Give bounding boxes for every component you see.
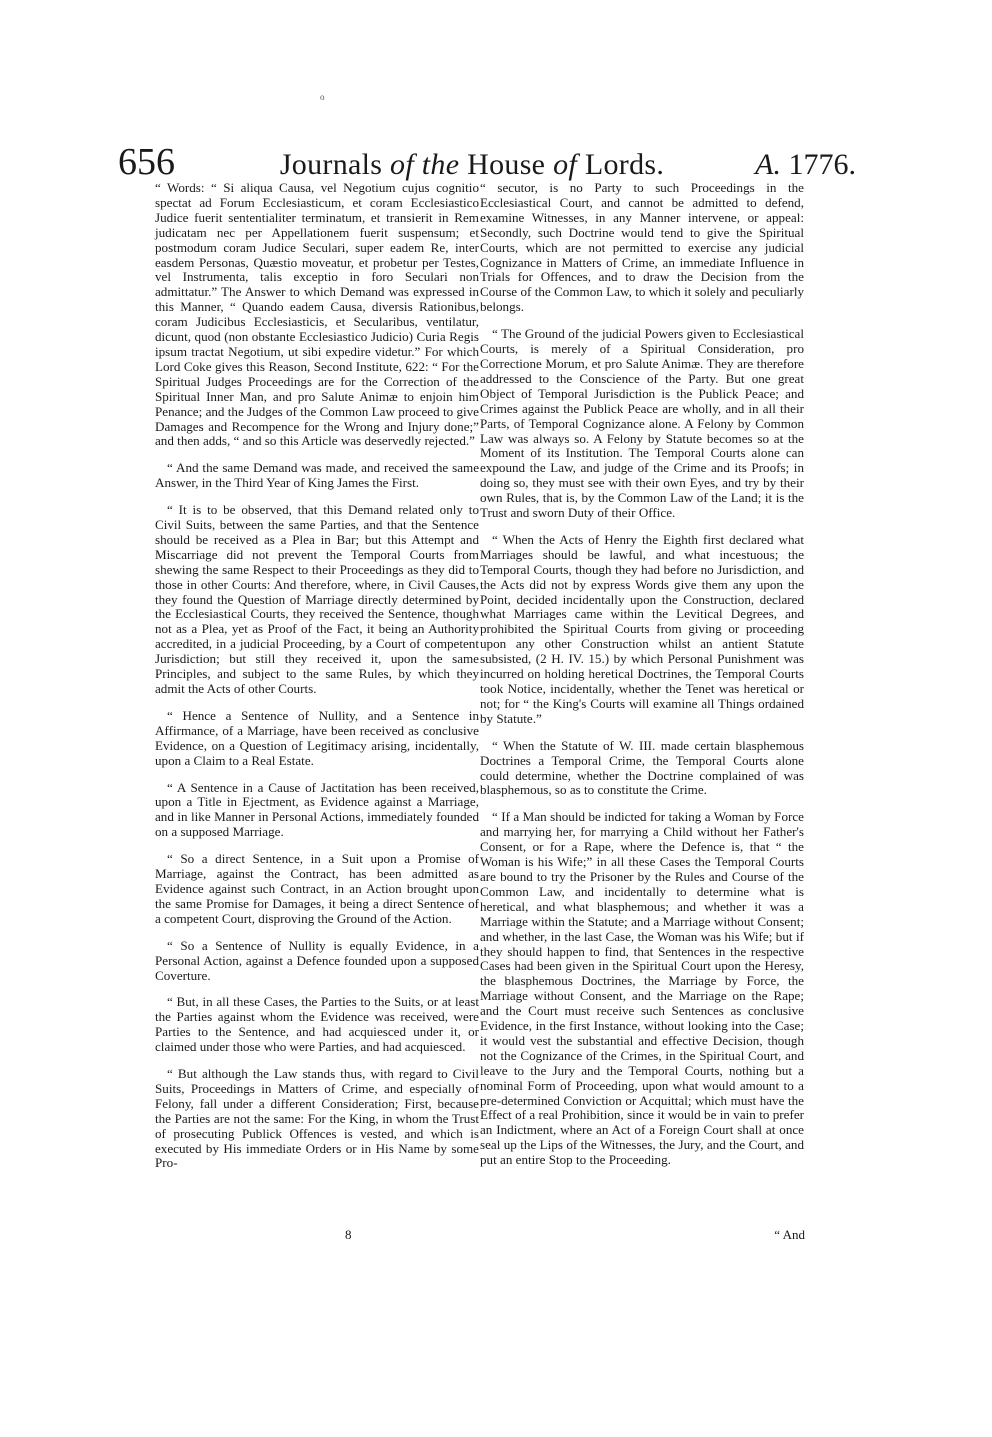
- year-prefix: A.: [755, 148, 781, 181]
- signature-mark: 8: [345, 1227, 352, 1242]
- running-title-of-the: of the: [390, 148, 460, 181]
- paragraph: “ A Sentence in a Cause of Jactitation has been received, upon a Title in Ejectment, as Evidence against a Marriage, and in like Manner in Personal Actions, immediately founded on a supposed Marriage.: [155, 779, 479, 840]
- paragraph: “ So a Sentence of Nullity is equally Evidence, in a Personal Action, against a Defence founded upon a supposed Coverture.: [155, 937, 479, 983]
- page-header: [118, 140, 856, 183]
- right-column: [480, 181, 804, 1180]
- year-heading: [706, 148, 856, 182]
- paragraph: “ Hence a Sentence of Nullity, and a Sentence in Affirmance, of a Marriage, have been received as conclusive Evidence, on a Question of Legitimacy arising, incidentally, upon a Claim to a Real Estate.: [155, 707, 479, 768]
- page-footer: [155, 1227, 805, 1247]
- running-title: [238, 148, 706, 182]
- running-title-house: House: [467, 148, 546, 181]
- paragraph: “ When the Acts of Henry the Eighth first declared what Marriages should be lawful, and what incestuous; the Temporal Courts, though they had before no Jurisdiction, and the Acts did not by express Words give them any upon the Point, decided incidentally upon the Construction, declared what Marriages came within the Levitical Degrees, and prohibited the Spiritual Courts from giving or proceeding upon any other Construction whilst an antient Statute subsisted, (2 H. IV. 15.) by which Personal Punishment was incurred on holding heretical Doctrines, the Temporal Courts took Notice, incidentally, whether the Tenet was heretical or not; for “ the King's Courts will examine all Things ordained by Statute.”: [480, 531, 804, 726]
- paragraph: “ Words: “ Si aliqua Causa, vel Negotium cujus cognitio spectat ad Forum Ecclesiasticum, et coram Ecclesiastico Judice fuerit sententialiter terminatum, et transierit in Rem judicatam nec per Appellationem fuerit suspensum; et postmodum coram Judice Seculari, super eadem Re, inter easdem Personas, Quæstio moveatur, et probetur per Testes, vel Instrumenta, talis exceptio in foro Seculari non admittatur.” The Answer to which Demand was expressed in this Manner, “ Quando eadem Causa, diversis Rationibus, coram Judicibus Ecclesiasticis, et Secularibus, ventilatur, dicunt, quod (non obstante Ecclesiastico Judicio) Curia Regis ipsum tractat Negotium, ut sibi expedire videtur.” For which Lord Coke gives this Reason, Second Institute, 622: “ For the Spiritual Judges Proceedings are for the Correction of the Spiritual Inner Man, and pro Salute Animæ to enjoin him Penance; and the Judges of the Common Law proceed to give Damages and Recompence for the Wrong and Injury done;” and then adds, “ and so this Article was deservedly rejected.”: [155, 180, 479, 449]
- paragraph: “ The Ground of the judicial Powers given to Ecclesiastical Courts, is merely of a Spiritual Consideration, pro Correctione Morum, et pro Salute Animæ. They are therefore addressed to the Conscience of the Party. But one great Object of Temporal Jurisdiction is the Publick Peace; and Crimes against the Publick Peace are wholly, and in all their Parts, of Temporal Cognizance alone. A Felony by Common Law was always so. A Felony by Statute becomes so at the Moment of its Institution. The Temporal Courts alone can expound the Law, and judge of the Crime and its Proofs; in doing so, they must see with their own Eyes, and try by their own Rules, that is, by the Common Law of the Land; it is the Trust and sworn Duty of their Office.: [480, 326, 804, 521]
- paragraph: “ It is to be observed, that this Demand related only to Civil Suits, between the same Parties, and that the Sentence should be received as a Plea in Bar; but this Attempt and Miscarriage did not prevent the Temporal Courts from shewing the same Respect to their Proceedings as they did to those in other Courts: And therefore, where, in Civil Causes, they found the Question of Marriage directly determined by the Ecclesiastical Courts, they received the Sentence, though not as a Plea, yet as Proof of the Fact, it being an Authority accredited, in a judicial Proceeding, by a Court of competent Jurisdiction; but still they received it, upon the same Principles, and subject to the same Rules, by which they admit the Acts of other Courts.: [155, 502, 479, 696]
- paragraph: “ When the Statute of W. III. made certain blasphemous Doctrines a Temporal Crime, the Temporal Courts alone could determine, whether the Doctrine complained of was blasphemous, so as to constitute the Crime.: [480, 737, 804, 798]
- paragraph: “ So a direct Sentence, in a Suit upon a Promise of Marriage, against the Contract, has been admitted as Evidence against such Contract, in an Action brought upon the same Promise for Damages, it being a direct Sentence of a competent Court, disproving the Ground of the Action.: [155, 851, 479, 926]
- catchword: “ And: [774, 1227, 805, 1242]
- left-column: [155, 181, 479, 1183]
- page-number: 656: [118, 141, 175, 183]
- paragraph: “ But, in all these Cases, the Parties to the Suits, or at least the Parties against whom the Evidence was received, were Parties to the Sentence, and had acquiesced under it, or claimed under those who were Parties, and had acquiesced.: [155, 994, 479, 1055]
- running-title-journals: Journals: [279, 148, 383, 181]
- paragraph: “ secutor, is no Party to such Proceedings in the Ecclesiastical Court, and cannot be admitted to defend, examine Witnesses, in any Manner intervene, or appeal: Secondly, such Doctrine would tend to give the Spiritual Courts, which are not permitted to exercise any judicial Cognizance in Matters of Crime, an immediate Influence in Trials for Offences, and to draw the Decision from the Course of the Common Law, to which it solely and peculiarly belongs.: [480, 180, 804, 315]
- running-title-of: of: [553, 148, 578, 181]
- paragraph: “ And the same Demand was made, and received the same Answer, in the Third Year of King James the First.: [155, 460, 479, 491]
- paragraph: “ But although the Law stands thus, with regard to Civil Suits, Proceedings in Matters of Crime, and especially of Felony, fall under a different Consideration; First, because the Parties are not the same: For the King, in whom the Trust of prosecuting Publick Offences is vested, and which is executed by His immediate Orders or in His Name by some Pro-: [155, 1066, 479, 1171]
- running-title-lords: Lords.: [584, 148, 665, 181]
- paragraph: “ If a Man should be indicted for taking a Woman by Force and marrying her, for marrying a Child without her Father's Consent, or for a Rape, where the Defence is, that “ the Woman is his Wife;” in all these Cases the Temporal Courts are bound to try the Prisoner by the Rules and Course of the Common Law, and incidentally to determine what is heretical, and what blasphemous; and whether it was a Marriage within the Statute; and a Marriage without Consent; and whether, in the last Case, the Woman was his Wife; but if they should happen to find, that Sentences in the respective Cases had been given in the Spiritual Court upon the Heresy, the blasphemous Doctrines, the Marriage by Force, the Marriage without Consent, and the Marriage on the Rape; and the Court must receive such Sentences as conclusive Evidence, in the first Instance, without looking into the Case; it would vest the substantial and effective Decision, though not the Cognizance of the Crimes, in the Spiritual Court, and leave to the Jury and the Temporal Courts, nothing but a nominal Form of Proceeding, upon what would amount to a pre-determined Conviction or Acquittal; which must have the Effect of a real Prohibition, since it would be in vain to prefer an Indictment, where an Act of a Foreign Court shall at once seal up the Lips of the Witnesses, the Jury, and the Court, and put an entire Stop to the Proceeding.: [480, 809, 804, 1168]
- year-value: 1776.: [788, 148, 856, 181]
- stray-mark: o: [320, 92, 325, 102]
